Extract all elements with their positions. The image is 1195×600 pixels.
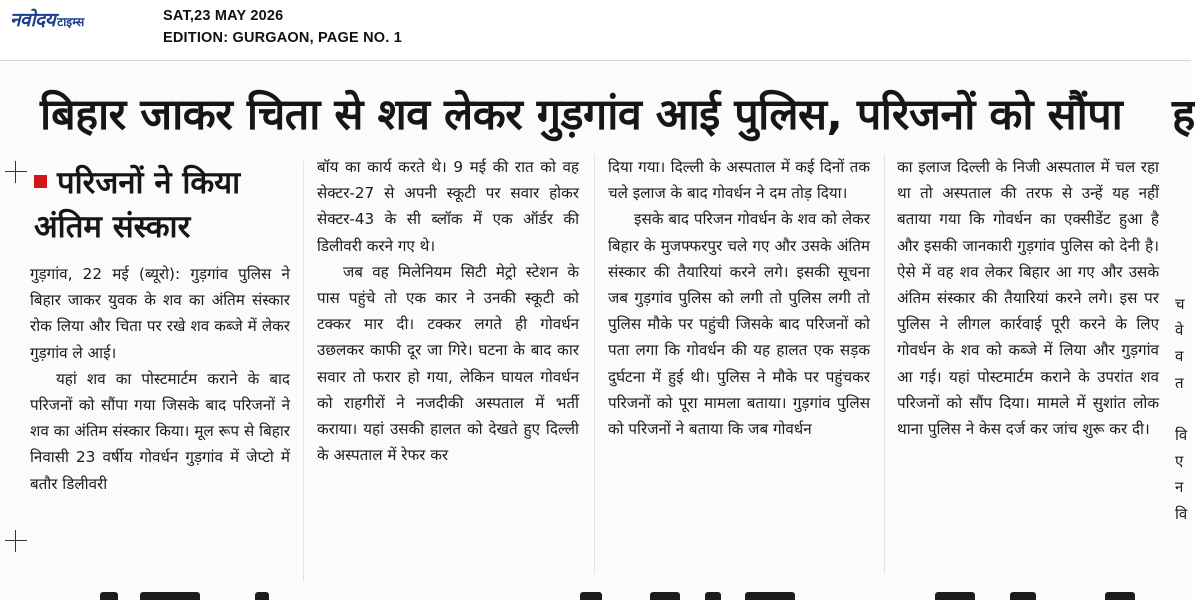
edition-date: SAT,23 MAY 2026 bbox=[163, 8, 284, 24]
article-paragraph: बॉय का कार्य करते थे। 9 मई की रात को वह सेक्टर-27 से अपनी स्कूटी पर सवार होकर सेक्टर-43 के सी ब्लॉक में एक ऑर्डर की डिलीवरी करने गए थे। bbox=[317, 158, 579, 255]
logo-main-text: नवोदय bbox=[10, 9, 56, 31]
article-paragraph: यहां शव का पोस्टमार्टम कराने के बाद परिजनों को सौंपा गया जिसके बाद परिजनों ने शव का अंतिम संस्कार किया। मूल रूप से बिहार निवासी 23 वर्षीय गोवर्धन गुड़गांव में जेप्टो में बतौर डिलीवरी bbox=[30, 369, 290, 493]
fragment-line: वे bbox=[1175, 321, 1184, 340]
text-fragment bbox=[935, 592, 975, 600]
fragment-line: च bbox=[1175, 295, 1185, 313]
text-fragment bbox=[580, 592, 602, 600]
column-divider bbox=[303, 161, 304, 581]
text-fragment bbox=[1010, 592, 1036, 600]
next-headline-fragment bbox=[0, 586, 1191, 600]
fragment-line: वि bbox=[1175, 426, 1188, 445]
text-fragment bbox=[1105, 592, 1135, 600]
text-fragment bbox=[100, 592, 118, 600]
fragment-line: व bbox=[1175, 347, 1184, 366]
crop-mark-icon bbox=[5, 530, 27, 552]
red-square-bullet-icon bbox=[34, 175, 47, 188]
article-column-1 bbox=[30, 261, 290, 497]
article-column-4 bbox=[897, 154, 1159, 442]
newspaper-logo[interactable] bbox=[10, 6, 84, 30]
adjacent-article-fragment bbox=[1175, 291, 1191, 527]
article-paragraph: का इलाज दिल्ली के निजी अस्पताल में चल रहा था तो अस्पताल की तरफ से उन्हें यह नहीं बताया गया कि गोवर्धन का एक्सीडेंट हुआ है और इसकी जानकारी गुड़गांव पुलिस को देनी है। ऐसे में वह शव लेकर बिहार आ गए और उसके अंतिम संस्कार की तैयारियां करने लगे। इस पर पुलिस ने लीगल कार्रवाई पूरी करने के लिए गोवर्धन के शव को कब्जे में लिया और गुड़गांव आ गई। यहां पोस्टमार्टम कराने के उपरांत शव परिजनों को सौंप दिया। मामले में सुशांत लोक थाना पुलिस ने केस दर्ज कर जांच शुरू कर दी। bbox=[897, 158, 1159, 439]
crop-mark-icon bbox=[5, 161, 27, 183]
text-fragment bbox=[745, 592, 795, 600]
fragment-line: न bbox=[1175, 478, 1184, 497]
logo-sub-text: टाइम्स bbox=[57, 15, 85, 29]
text-fragment bbox=[705, 592, 721, 600]
article-paragraph: गुड़गांव, 22 मई (ब्यूरो): गुड़गांव पुलिस ने बिहार जाकर युवक के शव का अंतिम संस्कार रोक लिया और चिता पर रखे शव कब्जे में लेकर गुड़गांव ले आई। bbox=[30, 265, 290, 362]
article-paragraph: जब वह मिलेनियम सिटी मेट्रो स्टेशन के पास पहुंचे तो एक कार ने उनकी स्कूटी को टक्कर मार दी। टक्कर लगते ही गोवर्धन उछलकर काफी दूर जा गिरे। घटना के बाद कार सवार तो फरार हो गया, लेकिन घायल गोवर्धन को राहगीरों ने नजदीकी अस्पताल में भर्ती कराया। यहां उसकी हालत को देखते हुए दिल्ली के अस्पताल में रेफर कर bbox=[317, 262, 579, 465]
article-column-3 bbox=[608, 154, 870, 442]
fragment-line: वि bbox=[1175, 504, 1188, 523]
edition-header-bar bbox=[0, 0, 1191, 61]
adjacent-headline-fragment: ह bbox=[1172, 90, 1195, 141]
fragment-line bbox=[1175, 396, 1191, 422]
article-column-2 bbox=[317, 154, 579, 468]
article-headline: बिहार जाकर चिता से शव लेकर गुड़गांव आई पुलिस, परिजनों को सौंपा bbox=[40, 90, 1123, 140]
edition-page-info: EDITION: GURGAON, PAGE NO. 1 bbox=[163, 30, 402, 46]
fragment-line: त bbox=[1175, 373, 1184, 392]
text-fragment bbox=[140, 592, 200, 600]
fragment-line: ए bbox=[1175, 452, 1184, 471]
article-subheading bbox=[34, 161, 294, 249]
article-paragraph: इसके बाद परिजन गोवर्धन के शव को लेकर बिहार के मुजफ्फरपुर चले गए और उसके अंतिम संस्कार की तैयारियां करने लगे। इसकी सूचना जब गुड़गांव पुलिस को लगी तो पुलिस लगी तो पुलिस मौके पर पहुंची जिसके बाद परिजनों को पता लगा कि गोवर्धन की यह हालत एक सड़क दुर्घटना में हुई थी। पुलिस ने मौके पर पहुंचकर परिजनों को पूरा मामला बताया। गुड़गांव पुलिस को परिजनों ने बताया कि जब गोवर्धन bbox=[608, 210, 870, 439]
text-fragment bbox=[650, 592, 680, 600]
text-fragment bbox=[255, 592, 269, 600]
subheading-text: परिजनों ने किया अंतिम संस्कार bbox=[34, 165, 241, 245]
news-clipping[interactable] bbox=[0, 61, 1195, 599]
column-divider bbox=[594, 154, 595, 574]
article-paragraph: दिया गया। दिल्ली के अस्पताल में कई दिनों तक चले इलाज के बाद गोवर्धन ने दम तोड़ दिया। bbox=[608, 158, 870, 203]
column-divider bbox=[884, 154, 885, 574]
